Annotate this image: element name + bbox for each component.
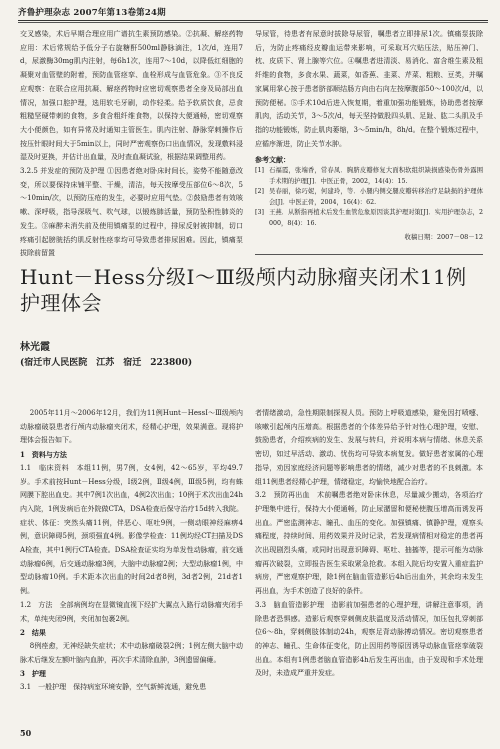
paragraph: 3.2 预防再出血 术前嘱患者绝对卧床休息，尽量减少搬动，各项治疗护理集中进行，保持大小便通畅，防止尿潴留和便秘使腹压增高而诱发再出血。严密监测神志、瞳孔、血压的变化。加强镇痛、镇静护理，观察头痛程度，持续时间、用药效果并及时记录，若发现病情相对稳定的患者再次出现剧烈头痛，或同时出现意识障碍、呕吐、抽搐等，提示可能为动脉瘤再次破裂，立即报告医生采取紧急抢救。本组入院后均安置入重症监护病房，严密观察护理，除1例在脑血管造影后4h后出血外，其余均未发生再出血，为手术创造了良好的条件。 bbox=[255, 491, 483, 596]
paragraph: 3.1 一般护理 保持病室环境安静，空气新鲜流通，避免患 bbox=[20, 683, 207, 692]
header-rule-thin bbox=[18, 22, 488, 23]
section-divider bbox=[255, 254, 483, 255]
header-rule bbox=[18, 20, 488, 21]
reference-number: [3] bbox=[255, 209, 264, 217]
article-title: Hunt－Hess分级Ⅰ～Ⅲ级颅内动脉瘤夹闭术11例护理体会 bbox=[20, 265, 467, 315]
paragraph: 交叉感染，术后早期合理应用广谱抗生素预防感染。②抗凝、解痉药物应用：术后常规给予低分子右旋糖酐500ml静脉滴注，1次/d，连用7d，尿激酶30mg肌内注射，每6h1次，连用7～10d，以降低红细胞的凝聚对血管壁的附着，预防血管痉挛、血栓形成与血管危象。③不良反应观察：在联合应用抗凝、解痉药物时应密切观察患者全身及局部出血情况，加强口腔护理，选用软毛牙刷，动作轻柔。给予软质饮食，忌食粗糙坚硬带刺的食物，多食含粗纤维食物，以保持大便通畅，密切观察大小便颜色，如有异常及时通知主管医生。肌内注射、静脉穿刺操作后按压针眼时间大于5min以上，同时严密观察伤口出血情况，发现敷料浸湿及时更换，并估计出血量，及时查血凝试验，根据结果调整用药。 bbox=[20, 30, 243, 162]
references-title: 参考文献： bbox=[255, 155, 290, 165]
paragraph: 1.1 临床资料 本组11例，男7例，女4例，42～65岁，平均49.7岁。手术前按Hunt－Hess分级，Ⅰ级2例，Ⅱ级4例，Ⅲ级5例，均有蛛网膜下腔出血史。其中7例1次出血，4例2次出血；10例于术次出血24h内入院，1例发病后在外院做CTA，DSA检查后保守治疗15d转入我院。症状、体征：突然头痛11例，伴恶心、呕吐9例，一侧动眼神经麻痹4例，意识障碍5例，颈项强直4例。影像学检查：11例均经CT扫描及DSA检查，其中1例行CTA检查。DSA检查证实均为单发性动脉瘤，前交通动脉瘤6例，后交通动脉瘤3例，大脑中动脉瘤2例；大型动脉瘤1例，中型动脉瘤10例。手术距本次出血的时间2d者8例，3d者2例，21d者1例。 bbox=[20, 463, 244, 596]
paragraph: 2005年11月～2006年12月，我们为11例Hunt－HessⅠ～Ⅲ级颅内动脉瘤破裂患者行颅内动脉瘤夹闭术，经精心护理，效果满意。现将护理体会报告如下。 bbox=[20, 409, 243, 445]
reference-item bbox=[255, 166, 483, 187]
article-author: 林光霞 bbox=[20, 342, 50, 353]
reference-text: 石福霞，张端香，常春凤．胸脐皮瓣修复大面积软组织缺损感染伤骨外露围手术期的护理[J]．中医正骨，2002，14(4)：15. bbox=[269, 167, 483, 185]
top-left-column bbox=[20, 28, 243, 261]
section-heading: 1 资料与方法 bbox=[20, 450, 67, 460]
reference-item bbox=[255, 187, 483, 208]
journal-header: 齐鲁护理杂志 2007年第13卷第24期 bbox=[18, 8, 166, 18]
section-heading: 3 护理 bbox=[20, 669, 46, 679]
page-number: 50 bbox=[20, 728, 32, 738]
reference-text: 吴春丽，徐巧妮，何建玲，等．小腿内侧交腿皮瓣转移治疗足缺损的护理体会[J]．中医正骨，2004，16(4)：62. bbox=[269, 188, 483, 206]
bottom-right-column bbox=[255, 407, 483, 681]
reference-item bbox=[255, 208, 483, 229]
reference-number: [2] bbox=[255, 188, 264, 196]
paragraph: 3.2.5 并发症的预防及护理 ①因患者绝对卧床时间长，姿势不能随意改变，所以要保持床铺平整、干燥，清洁，每天按摩受压部位6～8次，5～10min/次，以预防压疮的发生，必要时应用气垫。②鼓励患者有效咳嗽、深呼吸，指导深吸气、吹气球，以锻炼肺活量，预防坠积性肺炎的发生。③麻醉未消失前及使用镇痛泵的过程中，排尿反射被抑制，切口疼痛引起膀胱括约肌反射性痉挛均可导致患者排尿困难。因此，镇痛泵拔除前留置 bbox=[20, 167, 243, 258]
top-right-column bbox=[255, 28, 483, 245]
bottom-left-column bbox=[20, 407, 243, 695]
author-affiliation: (宿迁市人民医院 江苏 宿迁 223800) bbox=[20, 358, 193, 368]
section-heading: 2 结果 bbox=[20, 628, 46, 638]
paragraph: 者情绪激动，急性期限制探视人员。预防上呼吸道感染，避免因打喷嚏、咳嗽引起颅内压增高。根据患者的个体差异给予针对性心理护理，安慰、鼓励患者，介绍疾病的发生、发展与转归，并说明本病与情绪、休息关系密切，如过早活动、激动、忧伤均可导致本病复发。做好患者家属的心理指导，劝因家庭经济问题等影响患者的情绪，减少对患者的不良刺激。本组11例患者经精心护理，情绪稳定，均愉快地配合治疗。 bbox=[255, 409, 483, 486]
reference-number: [1] bbox=[255, 167, 264, 175]
paragraph: 8例痊愈，无神经缺失症状；术中动脉瘤破裂2例；1例左侧大脑中动脉术后继发左额叶脑内血肿，再次手术清除血肿，3例遗留偏瘫。 bbox=[20, 641, 243, 664]
paragraph: 导尿管，待患者有尿意时拔除导尿管，嘱患者立即排尿1次。镇痛泵拔除后，为防止疼痛经皮瓣血运带来影响，可采取耳穴贴压法，贴压神门、枕、皮质下、肾上腺等穴位。④嘱患者进清淡、易消化、富含维生素及粗纤维的食物，多食水果、蔬菜，如香蕉、韭菜、芹菜、粗粮、豆类，并嘱家属用掌心按于患者脐部顺结肠方向由右向左按摩腹部50～100次/d，以预防便秘。⑤手术10d后进入恢复期，着重加强功能锻炼，协助患者按摩肌肉，活动关节，3～5次/d，每天坚持做股四头肌、足趾、肱二头肌及手指的功能锻炼，防止肌肉萎缩，3～5min/h，8h/d。在整个锻炼过程中，应循序渐进，防止关节水肿。 bbox=[255, 30, 483, 148]
received-date: 收稿日期：2007－08－12 bbox=[404, 233, 483, 242]
paragraph: 3.3 脑血管造影护理 造影前加强患者的心理护理，讲解注意事项，消除患者恐惧感。造影后观察穿刺侧皮肤温度及活动情况，加压包扎穿刺部位6～8h，穿刺侧肢体制动24h，观察足背动脉搏动情况。密切观察患者的神志、瞳孔、生命体征变化，防止因用药等原因诱导动脉血管痉挛破裂出血。本组有1例患者脑血管造影4h后发生再出血，由于发现和手术处理及时，未造成严重并发症。 bbox=[255, 600, 483, 678]
paragraph: 1.2 方法 全部病例均在显微镜直视下经扩大翼点入路行动脉瘤夹闭手术，单纯夹闭9例，夹闭加包裹2例。 bbox=[20, 600, 243, 623]
reference-text: 王燕．从断指再植术后发生血管危象原因谈其护理对策[J]．实用护理杂志，2000，8(4)：16. bbox=[269, 209, 483, 227]
